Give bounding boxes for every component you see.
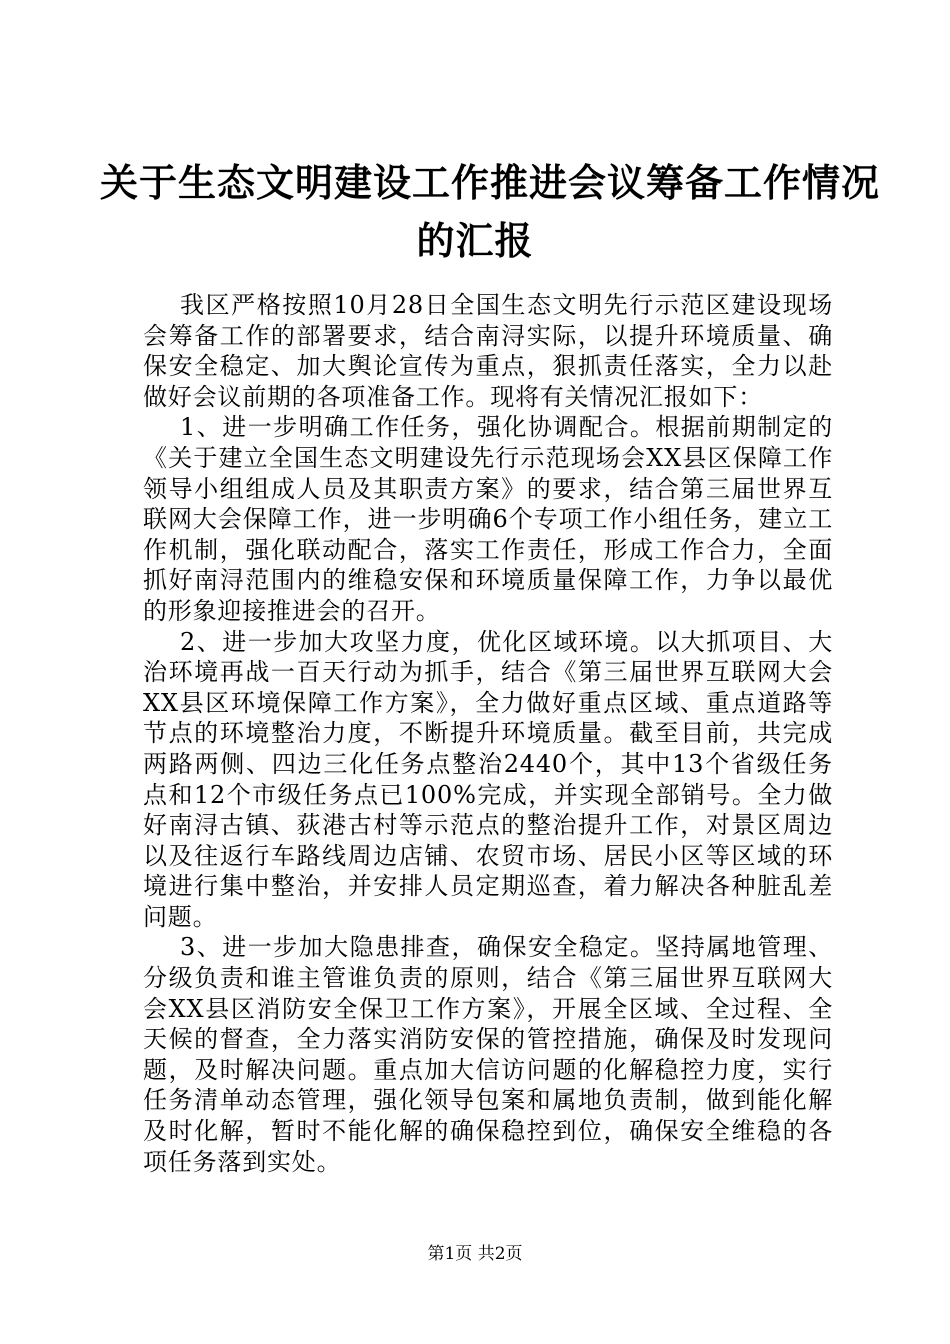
paragraph-item-2: 2、进一步加大攻坚力度，优化区域环境。以大抓项目、大治环境再战一百天行动为抓手，结合《第三届世界互联网大会XX县区环境保障工作方案》，全力做好重点区域、重点道路等节点的环境整治力度，不断提升环境质量。截至目前，共完成两路两侧、四边三化任务点整治2440个，其中13个省级任务点和12个市级任务点已100%完成，并实现全部销号。全力做好南浔古镇、荻港古村等示范点的整治提升工作，对景区周边以及往返行车路线周边店铺、农贸市场、居民小区等区域的环境进行集中整治，并安排人员定期巡查，着力解决各种脏乱差问题。 bbox=[143, 627, 833, 931]
document-title-line-1: 关于生态文明建设工作推进会议筹备工作情况 bbox=[100, 160, 881, 205]
paragraph-item-3: 3、进一步加大隐患排查，确保安全稳定。坚持属地管理、分级负责和谁主管谁负责的原则，结合《第三届世界互联网大会XX县区消防安全保卫工作方案》，开展全区域、全过程、全天候的督查，全力落实消防安保的管控措施，确保及时发现问题，及时解决问题。重点加大信访问题的化解稳控力度，实行任务清单动态管理，强化领导包案和属地负责制，做到能化解及时化解，暂时不能化解的确保稳控到位，确保安全维稳的各项任务落到实处。 bbox=[143, 933, 833, 1176]
paragraph-item-1: 1、进一步明确工作任务，强化协调配合。根据前期制定的《关于建立全国生态文明建设先行示范现场会XX县区保障工作领导小组组成人员及其职责方案》的要求，结合第三届世界互联网大会保障工作，进一步明确6个专项工作小组任务，建立工作机制，强化联动配合，落实工作责任，形成工作合力，全面抓好南浔范围内的维稳安保和环境质量保障工作，力争以最优的形象迎接推进会的召开。 bbox=[143, 413, 833, 625]
paragraph-intro: 我区严格按照10月28日全国生态文明先行示范区建设现场会筹备工作的部署要求，结合南浔实际，以提升环境质量、确保安全稳定、加大舆论宣传为重点，狠抓责任落实，全力以赴做好会议前期的各项准备工作。现将有关情况汇报如下： bbox=[143, 291, 833, 411]
page-number-footer: 第1页 共2页 bbox=[427, 1244, 523, 1264]
document-body bbox=[143, 290, 833, 1177]
document-title-line-2: 的汇报 bbox=[416, 218, 534, 263]
